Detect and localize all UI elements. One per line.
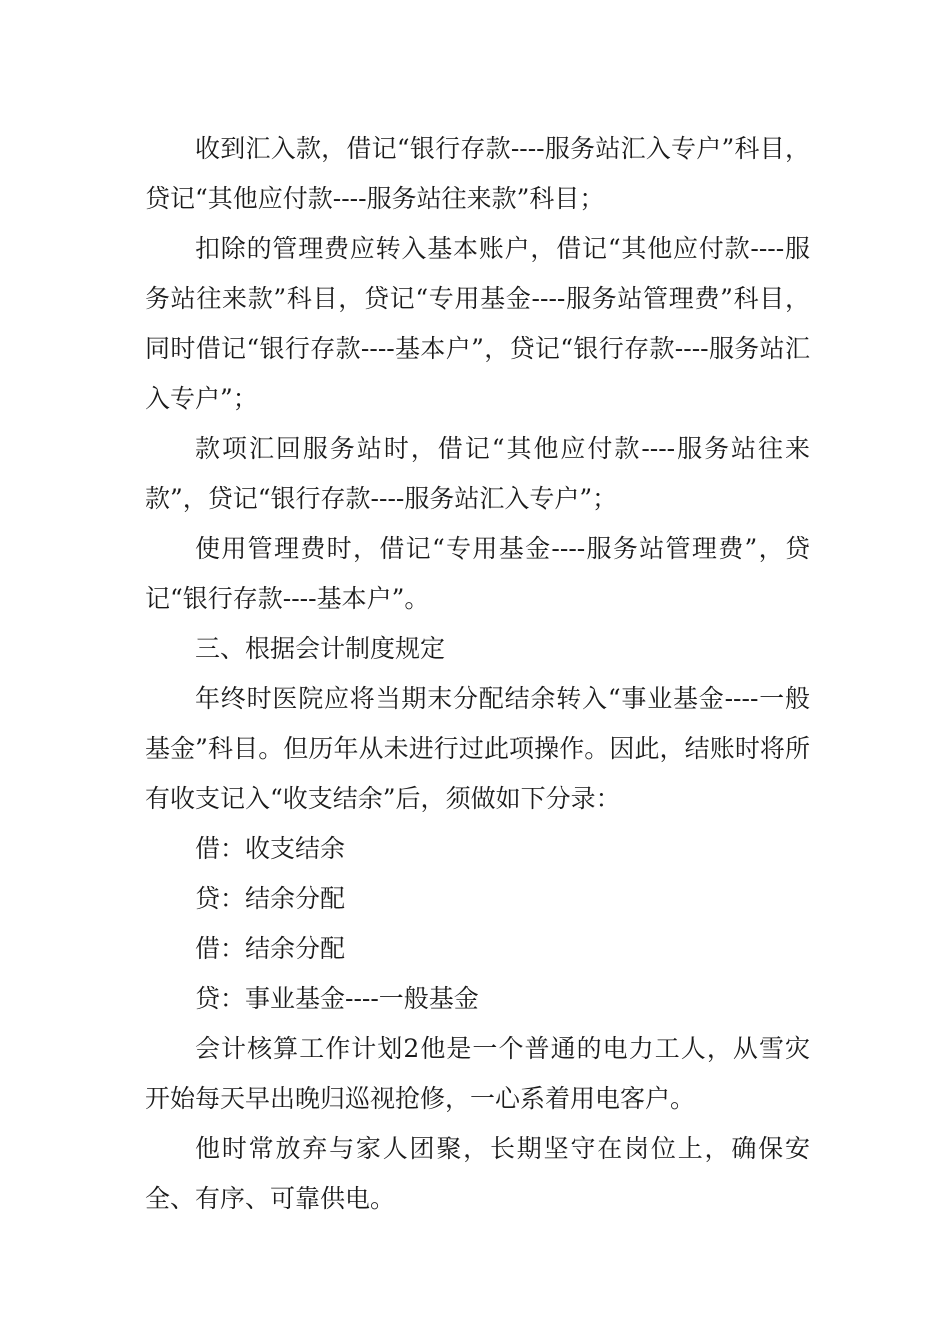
section-heading-accounting-rules: 三、根据会计制度规定 bbox=[195, 634, 446, 663]
journal-entry-credit-2: 贷：事业基金----一般基金 bbox=[195, 984, 479, 1013]
paragraph-year-end-transfer: 年终时医院应将当期末分配结余转入“事业基金----一般基金”科目。但历年从未进行过此项操作。因此，结账时将所有收支记入“收支结余”后，须做如下分录： bbox=[145, 684, 810, 813]
paragraph-use-management-fee: 使用管理费时，借记“专用基金----服务站管理费”，贷记“银行存款----基本户”。 bbox=[145, 534, 810, 613]
journal-entry-debit-1: 借：收支结余 bbox=[195, 834, 346, 863]
journal-entry-debit-2: 借：结余分配 bbox=[195, 934, 346, 963]
paragraph-received-remittance: 收到汇入款，借记“银行存款----服务站汇入专户”科目，贷记“其他应付款----服务站往来款”科目； bbox=[145, 134, 810, 213]
journal-entry-credit-1: 贷：结余分配 bbox=[195, 884, 346, 913]
paragraph-remit-back: 款项汇回服务站时，借记“其他应付款----服务站往来款”，贷记“银行存款----服务站汇入专户”； bbox=[145, 434, 810, 513]
paragraph-management-fee-deduction: 扣除的管理费应转入基本账户，借记“其他应付款----服务站往来款”科目，贷记“专用基金----服务站管理费”科目，同时借记“银行存款----基本户”，贷记“银行存款----服务站汇入专户”； bbox=[145, 234, 810, 413]
document-body bbox=[145, 124, 810, 1224]
paragraph-power-worker: 会计核算工作计划2他是一个普通的电力工人，从雪灾开始每天早出晚归巡视抢修，一心系着用电客户。 bbox=[145, 1034, 810, 1113]
paragraph-power-worker-dedication: 他时常放弃与家人团聚，长期坚守在岗位上，确保安全、有序、可靠供电。 bbox=[145, 1134, 810, 1213]
